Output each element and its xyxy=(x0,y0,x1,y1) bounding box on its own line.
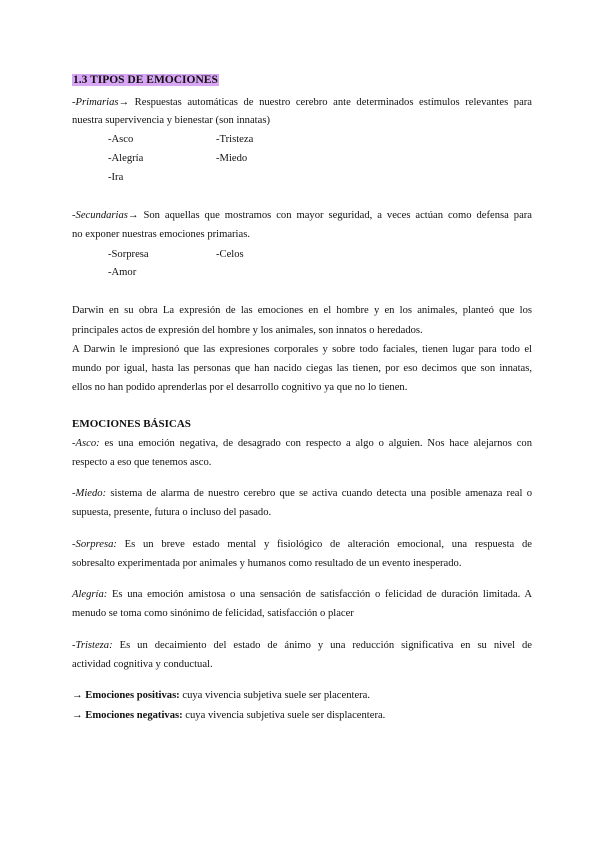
positivas-text: cuya vivencia subjetiva suele ser placentera. xyxy=(179,690,371,701)
asco-text-1: es una emoción negativa, de desagrado con respecto a algo o alguien. Nos hace alejarnos con xyxy=(99,438,532,449)
primarias-item-miedo: -Miedo xyxy=(216,153,248,164)
tristeza-line-1 xyxy=(72,639,532,652)
darwin-line-5: ellos no han podido aprenderlas por el desarrollo cognitivo ya que no lo tienen. xyxy=(72,382,408,393)
secundarias-line-1 xyxy=(72,209,532,222)
asco-line-1 xyxy=(72,437,532,450)
primarias-item-asco: -Asco xyxy=(108,134,134,145)
darwin-line-4: mundo por igual, hasta las personas que han nacido ciegas las tienen, por eso decimos que son innatas, xyxy=(72,363,532,374)
secundarias-label: -Secundarias xyxy=(72,210,128,221)
primarias-item-alegria: -Alegría xyxy=(108,153,144,164)
secundarias-line-2 xyxy=(72,228,532,241)
negativas-text: cuya vivencia subjetiva suele ser displacentera. xyxy=(182,710,386,721)
alegria-line-1 xyxy=(72,588,532,601)
sorpresa-line-1 xyxy=(72,538,532,551)
sorpresa-text-1: Es un breve estado mental y fisiológico de alteración emocional, una respuesta de xyxy=(116,539,532,550)
secundarias-item-sorpresa: -Sorpresa xyxy=(108,249,149,260)
darwin-line-1: Darwin en su obra La expresión de las emociones en el hombre y en los animales, planteó que los xyxy=(72,305,532,316)
primarias-item-tristeza: -Tristeza xyxy=(216,134,254,145)
negativas-arrow: → xyxy=(72,710,83,721)
darwin-line-2: principales actos de expresión del hombre y los animales, son innatos o heredados. xyxy=(72,325,423,336)
section-title: 1.3 TIPOS DE EMOCIONES xyxy=(73,74,218,86)
basicas-title: EMOCIONES BÁSICAS xyxy=(72,418,191,430)
primarias-arrow: → xyxy=(118,97,130,108)
secundarias-text-2: no exponer nuestras emociones primarias. xyxy=(72,229,250,240)
alegria-line-2: menudo se toma como sinónimo de felicidad, satisfacción o placer xyxy=(72,608,354,619)
miedo-line-2: supuesta, presente, futura o incluso del pasado. xyxy=(72,507,272,518)
miedo-line-1 xyxy=(72,487,532,500)
negativas-line xyxy=(72,709,532,722)
secundarias-arrow: → xyxy=(127,210,139,221)
primarias-line-2 xyxy=(72,114,532,127)
secundarias-item-amor: -Amor xyxy=(108,267,137,278)
positivas-label: Emociones positivas: xyxy=(85,690,180,701)
positivas-arrow: → xyxy=(72,690,83,701)
tristeza-line-2: actividad cognitiva y conductual. xyxy=(72,659,213,670)
positivas-line xyxy=(72,689,532,702)
primarias-item-ira: -Ira xyxy=(108,172,124,183)
asco-label: -Asco: xyxy=(72,438,100,449)
primarias-text-1: Respuestas automáticas de nuestro cerebro ante determinados estímulos relevantes para xyxy=(129,97,532,108)
miedo-label: -Miedo: xyxy=(72,488,107,499)
negativas-label: Emociones negativas: xyxy=(85,710,183,721)
primarias-text-2: nuestra supervivencia y bienestar (son innatas) xyxy=(72,115,270,126)
secundarias-text-1: Son aquellas que mostramos con mayor seguridad, a veces actúan como defensa para xyxy=(138,210,532,221)
asco-line-2: respecto a eso que tenemos asco. xyxy=(72,457,212,468)
sorpresa-line-2: sobresalto experimentada por animales y humanos como resultado de un evento inesperado. xyxy=(72,558,462,569)
alegria-text-1: Es una emoción amistosa o una sensación de satisfacción o felicidad de duración limitada. A xyxy=(107,589,532,600)
tristeza-text-1: Es un decaimiento del estado de ánimo y una reducción significativa en su nivel de xyxy=(112,640,532,651)
primarias-label: -Primarias xyxy=(72,97,119,108)
tristeza-label: -Tristeza: xyxy=(72,640,113,651)
alegria-label: Alegría: xyxy=(72,589,108,600)
secundarias-item-celos: -Celos xyxy=(216,249,244,260)
sorpresa-label: -Sorpresa: xyxy=(72,539,117,550)
primarias-line-1 xyxy=(72,96,532,109)
section-title-line xyxy=(72,74,532,87)
miedo-text-1: sistema de alarma de nuestro cerebro que se activa cuando detecta una posible amenaza real o xyxy=(106,488,532,499)
darwin-line-3: A Darwin le impresionó que las expresiones corporales y sobre todo faciales, tienen lugar para todo el xyxy=(72,344,532,355)
